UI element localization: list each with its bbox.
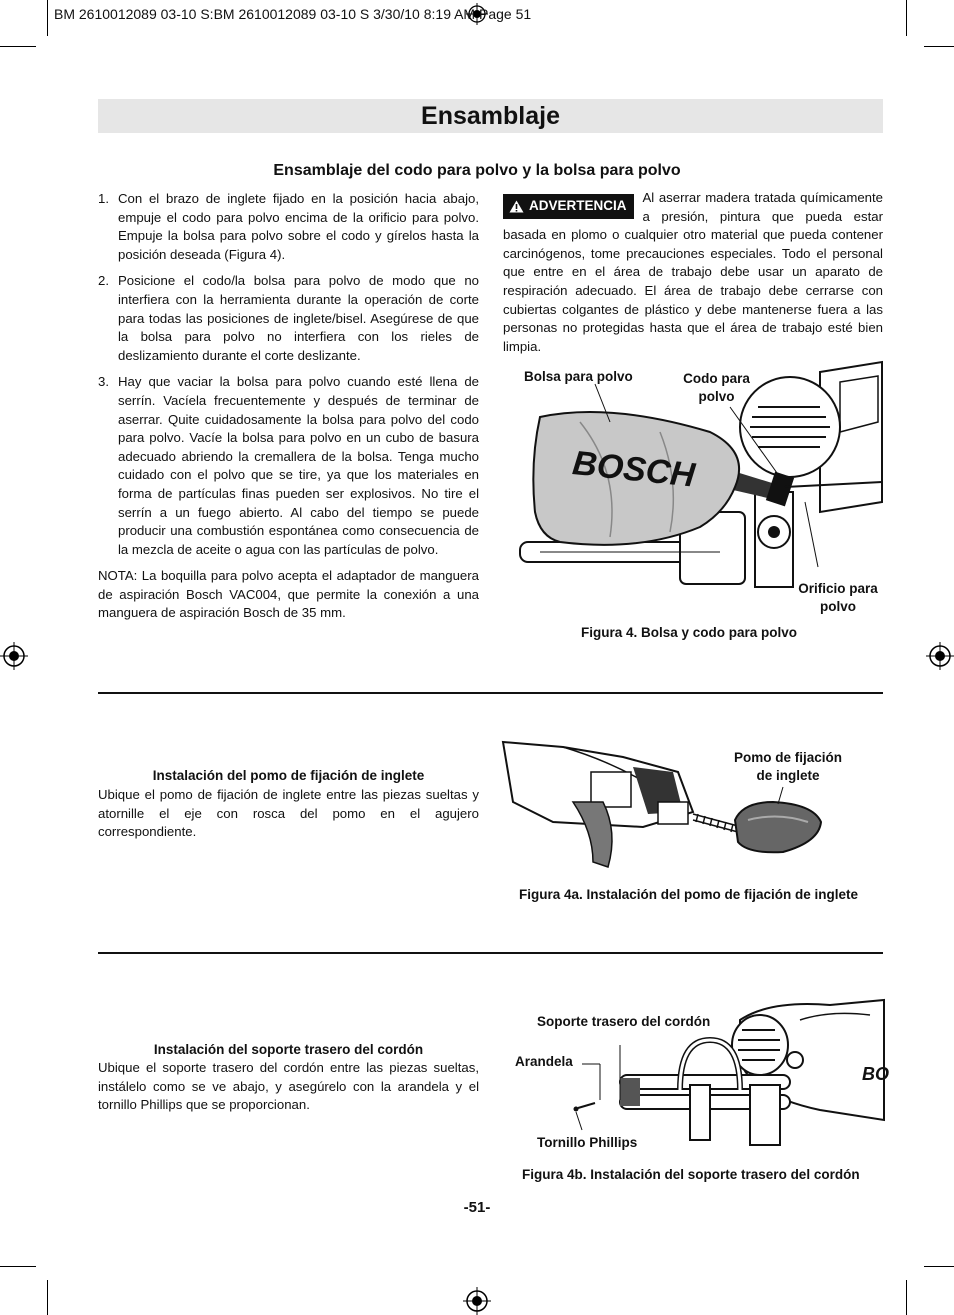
crop-mark xyxy=(0,46,36,47)
list-item xyxy=(98,373,479,559)
figure-label-bag: Bolsa para polvo xyxy=(524,369,633,384)
warning-triangle-icon xyxy=(509,200,524,213)
section-title-dust: Ensamblaje del codo para polvo y la bolsa para polvo xyxy=(273,162,681,179)
step-number: 2. xyxy=(98,273,109,289)
figure-4b-caption: Figura 4b. Instalación del soporte trasero del cordón xyxy=(522,1167,860,1182)
figure-label-washer: Arandela xyxy=(515,1054,573,1069)
warning-label: ADVERTENCIA xyxy=(529,198,627,213)
list-item xyxy=(98,272,479,365)
knob-text: Ubique el pomo de fijación de inglete entre las piezas sueltas y atornille el eje con rosca del pomo en el agujero correspondiente. xyxy=(98,787,479,840)
page-title-bar xyxy=(98,99,883,133)
motor-brand-partial: BO xyxy=(862,1064,889,1084)
steps-list xyxy=(98,190,479,559)
figure-label-support: Soporte trasero del cordón xyxy=(537,1014,711,1029)
warning-badge xyxy=(503,194,634,219)
figure-4a-caption: Figura 4a. Instalación del pomo de fijación de inglete xyxy=(519,887,859,902)
print-slug: BM 2610012089 03-10 S:BM 2610012089 03-10 S 3/30/10 8:19 AM Page 51 xyxy=(54,6,532,22)
crop-mark xyxy=(924,1266,954,1267)
figure-label-screw: Tornillo Phillips xyxy=(537,1135,638,1150)
note-text: NOTA: La boquilla para polvo acepta el adaptador de manguera de aspiración Bosch VAC004, que permite la conexión a una manguera de aspiración Bosch de 35 mm. xyxy=(98,568,479,621)
figure-label-elbow: Codo para polvo xyxy=(683,371,750,404)
crop-mark xyxy=(906,1280,907,1315)
crop-mark xyxy=(906,0,907,36)
cord-text: Ubique el soporte trasero del cordón entre las piezas sueltas, instálelo como se ve abajo, y asegúrelo con la arandela y el tornillo Phillips que se proporcionan. xyxy=(98,1060,479,1113)
step-text: Con el brazo de inglete fijado en la posición hacia abajo, empuje el codo para polvo encima de la orificio para polvo. Empuje la bolsa para polvo sobre el codo y gírelos hasta la posición deseada (Figura 4). xyxy=(118,191,479,262)
step-text: Hay que vaciar la bolsa para polvo cuando esté llena de serrín. Vacíela frecuentemente y después de terminar de aserrar. Quite cuidadosamente la bolsa para polvo del codo para polvo. Vacíe la bolsa para polvo en un cubo de basura adecuado abriendo la cremallera de la bolsa. Tenga mucho cuidado con el polvo que se tire, ya que los materiales en forma de partículas finas pueden ser explosivos. No tire el serrín a un fuego abierto. Al cabo del tiempo se puede producir una combustión espontánea como consecuencia de la mezcla de aceite o agua con las partículas de polvo. xyxy=(118,374,479,557)
page-number: -51- xyxy=(463,1199,491,1216)
page-title: Ensamblaje xyxy=(421,101,560,130)
figure-4-caption: Figura 4. Bolsa y codo para polvo xyxy=(581,625,798,640)
registration-mark-icon xyxy=(463,1287,491,1315)
registration-mark-icon xyxy=(926,642,954,670)
figure-label-knob: Pomo de fijación de inglete xyxy=(733,750,842,783)
figure-label-port: Orificio para polvo xyxy=(798,581,878,614)
crop-mark xyxy=(47,0,48,36)
step-number: 3. xyxy=(98,374,109,390)
section-title-cord: Instalación del soporte trasero del cordón xyxy=(153,1042,424,1057)
section-title-knob: Instalación del pomo de fijación de inglete xyxy=(152,768,425,783)
list-item xyxy=(98,190,479,264)
crop-mark xyxy=(0,1266,36,1267)
crop-mark xyxy=(924,46,954,47)
warning-text: Al aserrar madera tratada químicamente a presión, pintura que pueda estar basada en plomo o cualquier otro material que pueda contener carcinógenos, tome precauciones especiales. Todo el personal que entre en el área de trabajo debe usar un aparato de respiración adecuado. El área de trabajo debe cerrarse con cubiertas colgantes de plástico y debe mantenerse fuera a las personas no protegidas hasta que el área de trabajo esté bien limpia. xyxy=(503,190,883,354)
bag-brand-logo: BOSCH xyxy=(570,444,697,495)
step-text: Posicione el codo/la bolsa para polvo de modo que no interfiera con la herramienta durante la operación de corte para todas las posiciones de inglete/bisel. Asegúrese de que la bolsa para polvo no interfiera con los rieles de deslizamiento durante el corte deslizante. xyxy=(118,273,479,363)
registration-mark-icon xyxy=(0,642,28,670)
dust-steps-column xyxy=(98,190,479,623)
section-divider xyxy=(98,952,883,954)
step-number: 1. xyxy=(98,191,109,206)
warning-block xyxy=(503,189,883,356)
crop-mark xyxy=(47,1280,48,1315)
section-divider xyxy=(98,692,883,694)
